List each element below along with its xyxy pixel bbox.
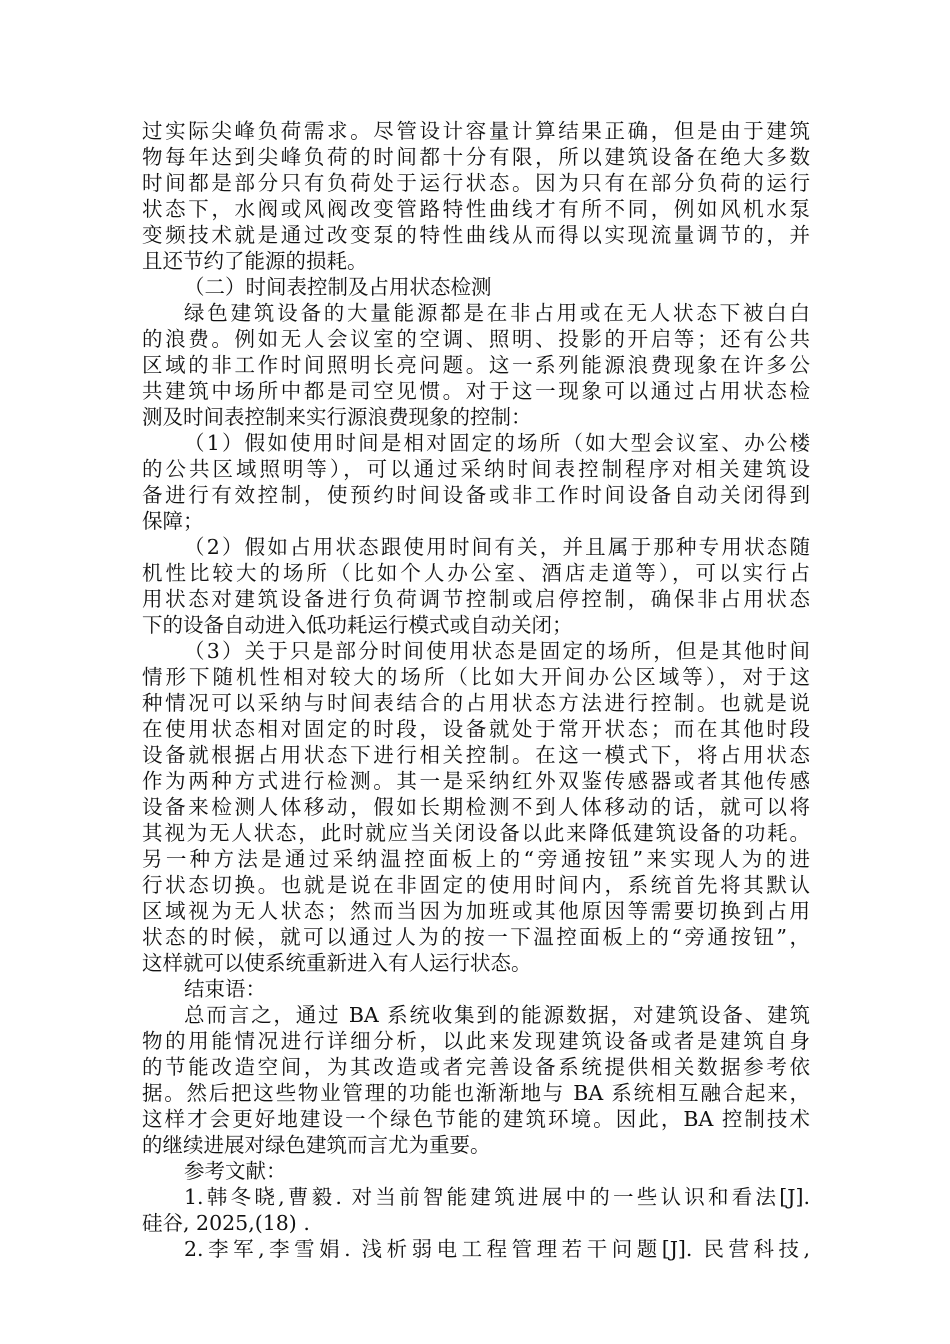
text-line: 备进行有效控制，使预约时间设备或非工作时间设备自动关闭得到 <box>142 483 810 507</box>
text-line: 设备就根据占用状态下进行相关控制。在这一模式下，将占用状态 <box>142 743 810 767</box>
text-line: 保障； <box>142 509 204 533</box>
text-line: 的继续进展对绿色建筑而言尤为重要。 <box>142 1133 491 1157</box>
text-line: 这样就可以使系统重新进入有人运行状态。 <box>142 951 532 975</box>
text-line: 其视为无人状态，此时就应当关闭设备以此来降低建筑设备的功耗。 <box>142 821 810 845</box>
text-line: 状态下，水阀或风阀改变管路特性曲线才有所不同，例如风机水泵 <box>142 197 810 221</box>
text-line: 设备来检测人体移动，假如长期检测不到人体移动的话，就可以将 <box>142 795 810 819</box>
text-line: 行状态切换。也就是说在非固定的使用时间内，系统首先将其默认 <box>142 873 810 897</box>
text-line: 结束语： <box>184 977 266 1001</box>
document-body <box>142 118 810 1262</box>
text-line: （二）时间表控制及占用状态检测 <box>184 275 492 299</box>
text-line: 共建筑中场所中都是司空见惯。对于这一现象可以通过占用状态检 <box>142 379 810 403</box>
text-line: 时间都是部分只有负荷处于运行状态。因为只有在部分负荷的运行 <box>142 171 810 195</box>
text-line: 区域视为无人状态；然而当因为加班或其他原因等需要切换到占用 <box>142 899 810 923</box>
text-line: 过实际尖峰负荷需求。尽管设计容量计算结果正确，但是由于建筑 <box>142 119 810 143</box>
text-line: （3）关于只是部分时间使用状态是固定的场所，但是其他时间 <box>184 639 810 663</box>
text-line: 且还节约了能源的损耗。 <box>142 249 368 273</box>
text-line: 总而言之，通过 BA 系统收集到的能源数据，对建筑设备、建筑 <box>184 1003 810 1027</box>
text-line: 情形下随机性相对较大的场所（比如大开间办公区域等），对于这 <box>142 665 810 689</box>
text-line: 机性比较大的场所（比如个人办公室、酒店走道等），可以实行占 <box>142 561 810 585</box>
text-line: 绿色建筑设备的大量能源都是在非占用或在无人状态下被白白 <box>184 301 810 325</box>
text-line: （2）假如占用状态跟使用时间有关，并且属于那种专用状态随 <box>184 535 810 559</box>
text-line: 的公共区域照明等），可以通过采纳时间表控制程序对相关建筑设 <box>142 457 810 481</box>
text-line: 据。然后把这些物业管理的功能也渐渐地与 BA 系统相互融合起来， <box>142 1081 810 1105</box>
text-line: 在使用状态相对固定的时段，设备就处于常开状态；而在其他时段 <box>142 717 810 741</box>
text-line: 的节能改造空间，为其改造或者完善设备系统提供相关数据参考依 <box>142 1055 810 1079</box>
text-line: 测及时间表控制来实行源浪费现象的控制： <box>142 405 532 429</box>
text-line: 用状态对建筑设备进行负荷调节控制或启停控制，确保非占用状态 <box>142 587 810 611</box>
text-line: 物每年达到尖峰负荷的时间都十分有限，所以建筑设备在绝大多数 <box>142 145 810 169</box>
text-line: 的浪费。例如无人会议室的空调、照明、投影的开启等；还有公共 <box>142 327 810 351</box>
text-line: 物的用能情况进行详细分析，以此来发现建筑设备或者是建筑自身 <box>142 1029 810 1053</box>
text-line: 1.韩冬晓,曹毅. 对当前智能建筑进展中的一些认识和看法[J]. <box>184 1185 810 1209</box>
text-line: 作为两种方式进行检测。其一是采纳红外双鉴传感器或者其他传感 <box>142 769 810 793</box>
text-line: 另一种方法是通过采纳温控面板上的“旁通按钮”来实现人为的进 <box>142 847 810 871</box>
text-line: 这样才会更好地建设一个绿色节能的建筑环境。因此，BA 控制技术 <box>142 1107 810 1131</box>
text-line: （1）假如使用时间是相对固定的场所（如大型会议室、办公楼 <box>184 431 810 455</box>
text-line: 硅谷, 2025,(18) . <box>142 1211 310 1235</box>
text-line: 2.李军,李雪娟. 浅析弱电工程管理若干问题[J]. 民营科技, <box>184 1237 810 1261</box>
text-line: 区域的非工作时间照明长亮问题。这一系列能源浪费现象在许多公 <box>142 353 810 377</box>
text-line: 参考文献： <box>184 1159 287 1183</box>
text-line: 下的设备自动进入低功耗运行模式或自动关闭； <box>142 613 573 637</box>
text-line: 状态的时候，就可以通过人为的按一下温控面板上的“旁通按钮”， <box>142 925 810 949</box>
text-line: 变频技术就是通过改变泵的特性曲线从而得以实现流量调节的，并 <box>142 223 810 247</box>
text-line: 种情况可以采纳与时间表结合的占用状态方法进行控制。也就是说 <box>142 691 810 715</box>
